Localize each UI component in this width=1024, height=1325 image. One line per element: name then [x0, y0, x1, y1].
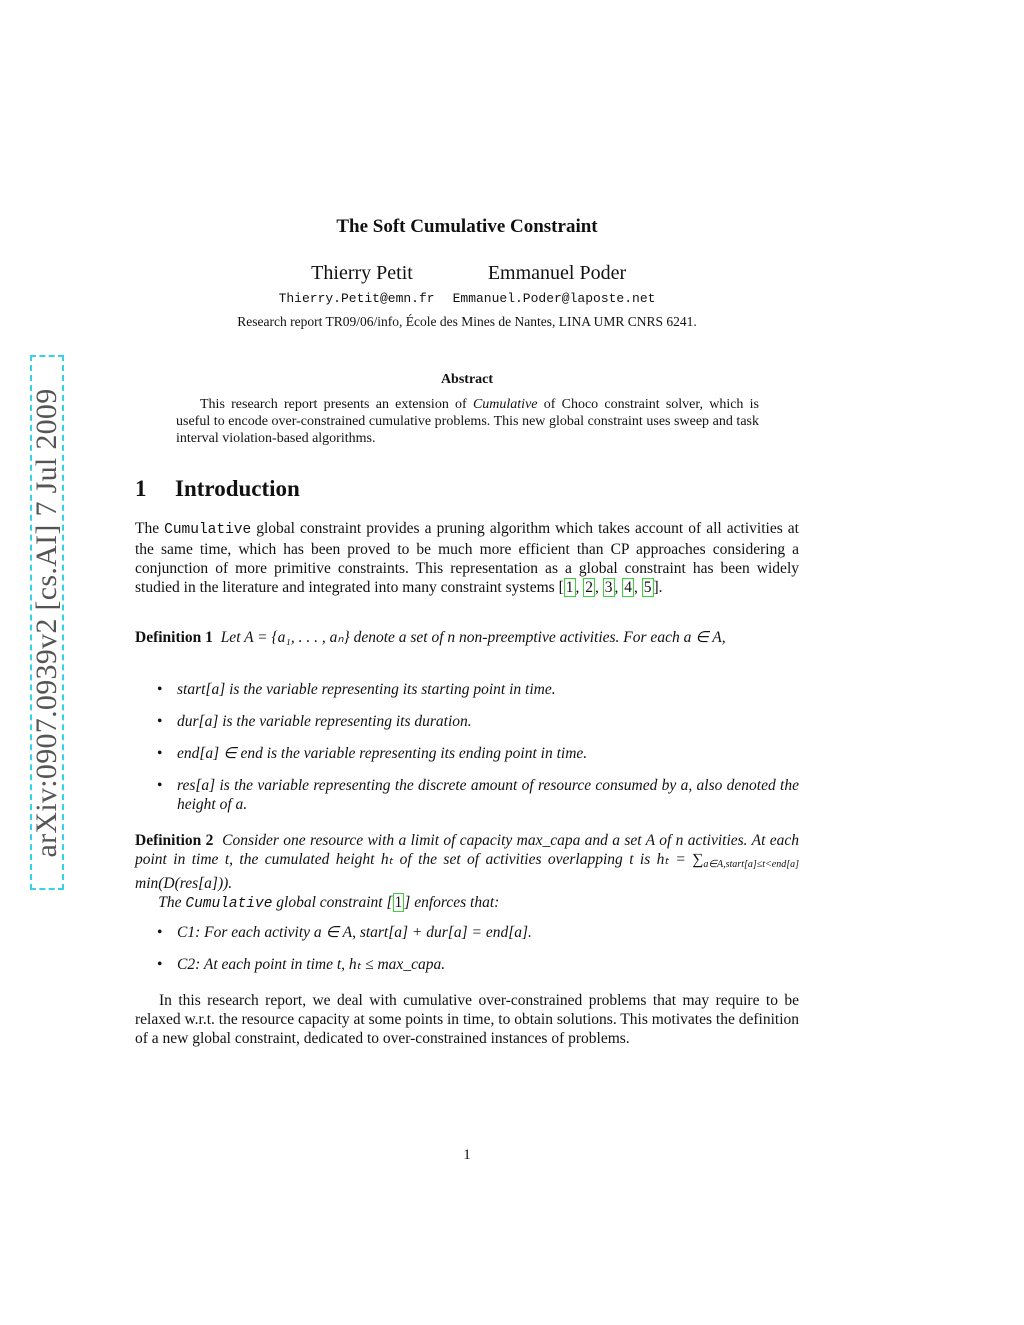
citation-link[interactable]: 5	[643, 579, 652, 596]
abstract-text: of Choco constraint solver, which is useful to encode over-constrained cumulative problems. This new global constraint uses sweep and task interval violation-based algorithms.	[176, 397, 759, 446]
author-email[interactable]: Emmanuel.Poder@laposte.net	[452, 291, 656, 306]
affiliation: Research report TR09/06/info, École des Mines de Nantes, LINA UMR CNRS 6241.	[237, 314, 697, 329]
intro-paragraph: The Cumulative global constraint provides a pruning algorithm which takes account of all activities at the same time, which has been proved to be much more efficient than CP approaches considering a conjunction of more primitive constraints. This representation as a global constraint has been widely studied in the literature and integrated into many constraint systems [ 1 , 2 , 3 , 4 , 5 ].	[135, 520, 799, 596]
list-item-text: start[a] is the variable representing its starting point in time.	[177, 681, 556, 698]
intro-text: .	[658, 579, 663, 596]
abstract-text: This research report presents an extension of	[200, 397, 473, 412]
definition-1	[135, 628, 799, 647]
definition-text: global constraint	[272, 894, 387, 911]
cumulative-keyword: Cumulative	[164, 522, 252, 538]
bullet-icon: •	[157, 745, 163, 762]
citation-link[interactable]: 2	[585, 579, 593, 596]
abstract-body	[176, 396, 759, 447]
bullet-icon: •	[157, 713, 163, 730]
list-item-text: C2: At each point in time t, hₜ ≤ max_capa.	[177, 956, 446, 973]
list-item-text: end[a] ∈ end is the variable representing its ending point in time.	[177, 745, 588, 762]
list-item	[157, 680, 799, 699]
section-number: 1	[135, 476, 147, 501]
author-name: Emmanuel Poder	[487, 262, 627, 284]
citation-link[interactable]: 1	[394, 894, 403, 911]
paper-title: The Soft Cumulative Constraint	[336, 216, 598, 237]
author-emails	[0, 291, 934, 306]
definition-label: Definition 2	[135, 832, 214, 849]
bullet-icon: •	[157, 956, 163, 973]
abstract-heading: Abstract	[440, 372, 494, 387]
cumulative-keyword: Cumulative	[185, 896, 273, 912]
list-item	[157, 712, 799, 731]
bullet-icon: •	[157, 924, 163, 941]
author-name: Thierry Petit	[311, 262, 413, 284]
sum-subscript: a∈A,start[a]≤t<end[a]	[703, 859, 799, 870]
intro-text: global constraint provides a pruning algorithm which takes account of all activities at the same time, which has been proved to be much more efficient than CP approaches considering a conjunction of more primitive constraints. This representation as a global constraint has been widely studied in the literature and integrated into many constraint systems	[135, 520, 799, 596]
definition-text: Let A = {a₁, . . . , aₙ} denote a set of n non-preemptive activities. For each a ∈ A,	[220, 629, 726, 646]
definition-1-list	[157, 680, 799, 827]
list-item	[157, 776, 799, 814]
bullet-icon: •	[157, 777, 163, 794]
list-item-text: C1: For each activity a ∈ A, start[a] + dur[a] = end[a].	[177, 924, 532, 941]
list-item-text: res[a] is the variable representing the discrete amount of resource consumed by a, also denoted the height of a.	[177, 777, 799, 813]
definition-text: min(D(res[a])).	[135, 875, 233, 892]
definition-text: The	[158, 894, 186, 911]
definition-label: Definition 1	[135, 629, 213, 646]
closing-paragraph: In this research report, we deal with cumulative over-constrained problems that may require to be relaxed w.r.t. the resource capacity at some points in time, to obtain solutions. This motivates the definition of a new global constraint, dedicated to over-constrained instances of problems.	[135, 992, 799, 1047]
list-item	[157, 744, 799, 763]
section-title: Introduction	[175, 476, 300, 501]
citation-link[interactable]: 4	[624, 579, 632, 596]
section-heading	[135, 476, 300, 502]
list-item-text: dur[a] is the variable representing its duration.	[177, 713, 472, 730]
definition-text: Consider one resource with a limit of capacity max_capa and a set A of n activities. At each point in time t, the cumulated height hₜ of the set of activities overlapping t is hₜ = ∑	[135, 832, 799, 868]
author-list	[0, 262, 934, 285]
definition-2: Definition 2 Consider one resource with a limit of capacity max_capa and a set A of n activities. At each point in time t, the cumulated height hₜ of the set of activities overlapping t is $h_t = \sum_{a\in A,start[a]\le t<end[a]}$ min(D(res[a])). The Cumulative global constraint [ 1 ] enforces that:	[135, 832, 799, 912]
page-number: 1	[463, 1147, 471, 1163]
citation-link[interactable]: 1	[565, 579, 574, 596]
intro-text: The	[135, 520, 165, 537]
definition-2-list	[157, 923, 799, 987]
arxiv-stamp-text: arXiv:0907.0939v2 [cs.AI] 7 Jul 2009	[30, 387, 63, 858]
citation-link[interactable]: 3	[604, 579, 613, 596]
author-email[interactable]: Thierry.Petit@emn.fr	[278, 291, 435, 306]
list-item	[157, 955, 799, 974]
definition-text: enforces that:	[410, 894, 500, 911]
bullet-icon: •	[157, 681, 163, 698]
arxiv-stamp[interactable]	[30, 355, 64, 890]
abstract-emphasis: Cumulative	[472, 397, 538, 412]
list-item	[157, 923, 799, 942]
